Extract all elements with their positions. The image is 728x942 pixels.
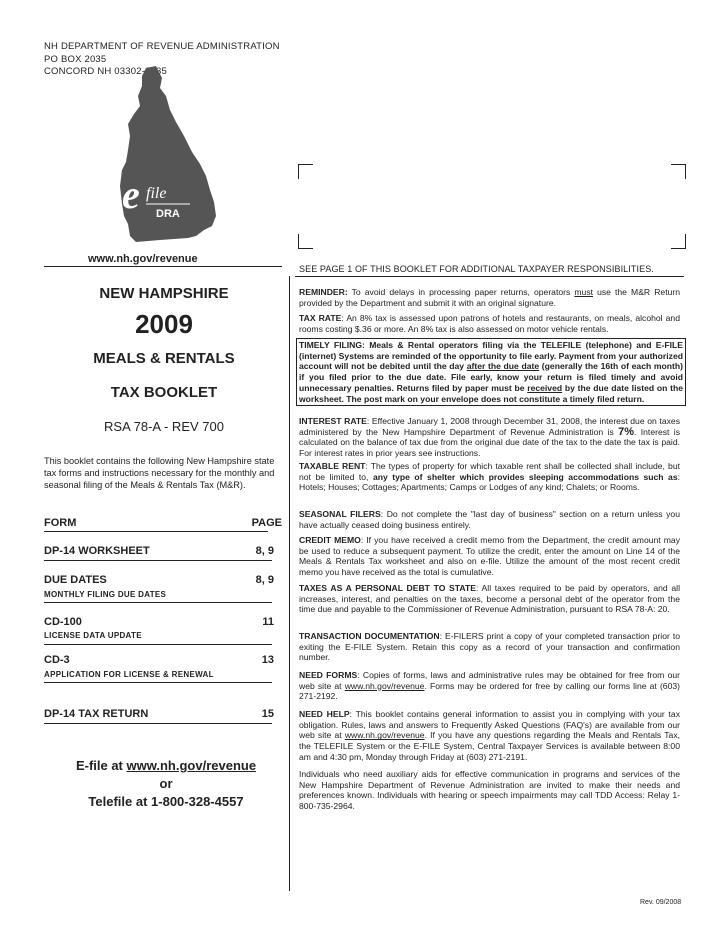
contents-row (44, 616, 274, 628)
help-text: : This booklet contains general information to assist you in complying with your tax obligation. Rules, laws and answers to Frequently Asked Questions (FAQ's) are available from our web site at (299, 709, 680, 741)
new-hampshire-map-icon (100, 66, 220, 252)
efile-dra-word: DRA (156, 208, 180, 220)
state-title: NEW HAMPSHIRE (99, 285, 229, 302)
taxable-rent-paragraph (299, 461, 680, 493)
form-name: DP-14 TAX RETURN (44, 708, 149, 720)
booklet-title-line1: MEALS & RENTALS (93, 350, 235, 367)
forms-url-link[interactable]: www.nh.gov/revenue (344, 680, 425, 691)
debt-text: : All taxes required to be paid by operators, and all increases, interest, and penalties on the taxes, become a personal debt of the operator from the time due and payable to the Commissioner of Revenue Administration, pursuant to RSA 78-A: 20. (299, 583, 680, 615)
transaction-documentation-paragraph (299, 631, 680, 663)
divider (44, 266, 282, 267)
help-text: . If you have any questions regarding the Meals and Rentals Tax, the TELEFILE System or the E-FILE System, Central Taxpayer Services is available between 8:00 am and 4:30 pm, Monday through Friday at (603) 271-2191. (299, 730, 680, 762)
seasonal-label: SEASONAL FILERS (299, 509, 381, 519)
forms-label: NEED FORMS (299, 670, 358, 680)
interest-rate-value: 7% (618, 425, 635, 438)
reminder-paragraph (299, 287, 680, 308)
debt-label: TAXES AS A PERSONAL DEBT TO STATE (299, 583, 476, 593)
page-number: 8, 9 (255, 574, 274, 586)
revision-date: Rev. 09/2008 (640, 899, 682, 906)
year-title: 2009 (135, 309, 193, 339)
contents-row (44, 545, 274, 557)
address-window-corner (671, 234, 686, 249)
need-forms-paragraph (299, 670, 680, 702)
tax-rate-paragraph (299, 313, 680, 334)
reminder-text: use the M&R Return provided by the Department and submit it with an original signature. (299, 287, 680, 308)
form-description: MONTHLY FILING DUE DATES (44, 590, 167, 599)
address-line-1: NH DEPARTMENT OF REVENUE ADMINISTRATION (44, 41, 280, 52)
reminder-text: To avoid delays in processing paper returns, operators (347, 287, 575, 297)
booklet-title-line2: TAX BOOKLET (110, 384, 218, 401)
efile-line (44, 757, 288, 775)
rent-text: : Hotels; Houses; Cottages; Apartments; Camps or Lodges of any kind; Chalets; or Rooms. (299, 471, 680, 493)
rsa-reference: RSA 78-A - REV 700 (104, 419, 224, 434)
credit-text: : If you have received a credit memo from the Department, the credit amount may be used to reduce a subsequent payment. To utilize the credit, enter the amount on Line 14 of the Meals & Rentals Tax worksheet and also on e-file. Utilize the amount of the most recent credit memo you have received as the total is cumulative. (299, 535, 681, 578)
efile-url-link[interactable]: www.nh.gov/revenue (126, 758, 257, 773)
see-page-note: SEE PAGE 1 OF THIS BOOKLET FOR ADDITIONAL TAXPAYER RESPONSIBILITIES. (299, 264, 654, 274)
forms-text: . Forms may be ordered for free by calling our forms line at (603) 271-2192. (299, 680, 681, 702)
timely-text: (generally the 16th of each month) if you filed prior to the due date. File early, know your return is filed timely and avoid unnecessary penalties. Returns filed by paper must be (299, 361, 683, 393)
credit-memo-paragraph (299, 535, 680, 578)
address-window-corner (298, 234, 313, 249)
interest-rate-paragraph (299, 416, 680, 459)
help-label: NEED HELP (299, 709, 350, 719)
contents-row (44, 574, 274, 586)
tax-rate-label: TAX RATE (299, 313, 342, 323)
timely-text: by the due date listed on the worksheet. The post mark on your envelope does not constitute a timely filed return. (299, 382, 683, 404)
column-divider (289, 276, 290, 891)
divider (44, 682, 272, 683)
divider (44, 531, 268, 532)
rent-emphasis: any type of shelter which provides sleeping accommodations such as (372, 471, 678, 482)
contents-row (44, 708, 274, 720)
page-number: 15 (261, 708, 274, 720)
website-link[interactable]: www.nh.gov/revenue (88, 253, 198, 265)
interest-text: . Interest is calculated on the balance of tax due from the original due date of the tax to the date the tax is paid. For interest rates in prior years see instructions. (299, 426, 680, 459)
contents-row (44, 654, 274, 666)
page-number: 11 (262, 616, 274, 628)
or-text: or (159, 776, 173, 791)
divider (44, 602, 272, 603)
address-line-3: CONCORD NH 03302-2035 (44, 66, 167, 77)
reminder-emphasis: must (574, 287, 593, 297)
page-number: 13 (261, 654, 274, 666)
forms-text: : Copies of forms, laws and administrative rules may be obtained for free from our web site at (299, 670, 680, 691)
address-line-2: PO BOX 2035 (44, 53, 107, 65)
divider (44, 644, 272, 645)
nh-map-logo (100, 66, 220, 257)
auxiliary-aids-paragraph: Individuals who need auxiliary aids for effective communication in programs and services of the New Hampshire Department of Revenue Administration are invited to make their needs and preferences known. Individuals with hearing or speech impairments may call TDD Access: Relay 1-800-735-2964. (299, 769, 680, 812)
address-window-corner (298, 164, 313, 179)
efile-e-letter: e (122, 172, 140, 217)
tax-rate-text: : An 8% tax is assessed upon patrons of hotels and restaurants, on meals, alcohol and rooms costing $.36 or more. An 8% tax is also assessed on motor vehicle rentals. (299, 313, 680, 334)
divider (44, 560, 272, 561)
form-name: CD-3 (44, 654, 70, 666)
form-description: APPLICATION FOR LICENSE & RENEWAL (44, 670, 214, 679)
contents-header (44, 517, 282, 529)
form-name: CD-100 (44, 616, 82, 628)
form-name: DP-14 WORKSHEET (44, 545, 150, 557)
timely-filing-box (296, 338, 686, 406)
interest-text: : Effective January 1, 2008 through December 31, 2008, the interest due on taxes administered by the New Hampshire Department of Revenue Administration is (299, 416, 680, 437)
doc-label: TRANSACTION DOCUMENTATION (299, 631, 440, 641)
rent-text: : The types of property for which taxable rent shall be collected shall include, but not be limited to, (299, 461, 680, 482)
divider (295, 276, 684, 277)
address-window-corner (671, 164, 686, 179)
divider (44, 723, 272, 724)
interest-label: INTEREST RATE (299, 416, 367, 426)
efile-prefix: E-file at (75, 758, 127, 773)
help-url-link[interactable]: www.nh.gov/revenue (344, 730, 425, 741)
page-number: 8, 9 (255, 545, 274, 557)
reminder-label: REMINDER: (299, 287, 348, 297)
need-help-paragraph (299, 709, 680, 763)
page-column-header: PAGE (251, 517, 282, 529)
timely-emphasis: after the due date (466, 361, 540, 372)
credit-label: CREDIT MEMO (299, 535, 361, 545)
form-name: DUE DATES (44, 574, 107, 586)
timely-emphasis: received (527, 382, 563, 393)
telefile-line: Telefile at 1-800-328-4557 (88, 794, 244, 809)
personal-debt-paragraph (299, 583, 680, 615)
efile-file-word: file (146, 185, 167, 202)
timely-text: TIMELY FILING: Meals & Rental operators filing via the TELEFILE (telephone) and E-FILE (internet) Systems are reminded of the opportunity to file early. Payment from your authorized account will not be debited until the day (299, 340, 683, 372)
form-description: LICENSE DATA UPDATE (44, 631, 142, 640)
intro-text: This booklet contains the following New Hampshire state tax forms and instructions necessary for the monthly and seasonal filing of the Meals & Rentals Tax (M&R). (44, 456, 275, 490)
seasonal-filers-paragraph (299, 509, 680, 530)
rent-label: TAXABLE RENT (299, 461, 366, 471)
seasonal-text: : Do not complete the "last day of business" section on a return unless you have actually ceased doing business entirely. (299, 509, 680, 530)
form-column-header: FORM (44, 517, 77, 529)
doc-text: : E-FILERS print a copy of your completed transaction prior to exiting the E-FILE System. Retain this copy as a record of your transaction and confirmation number. (299, 631, 680, 663)
